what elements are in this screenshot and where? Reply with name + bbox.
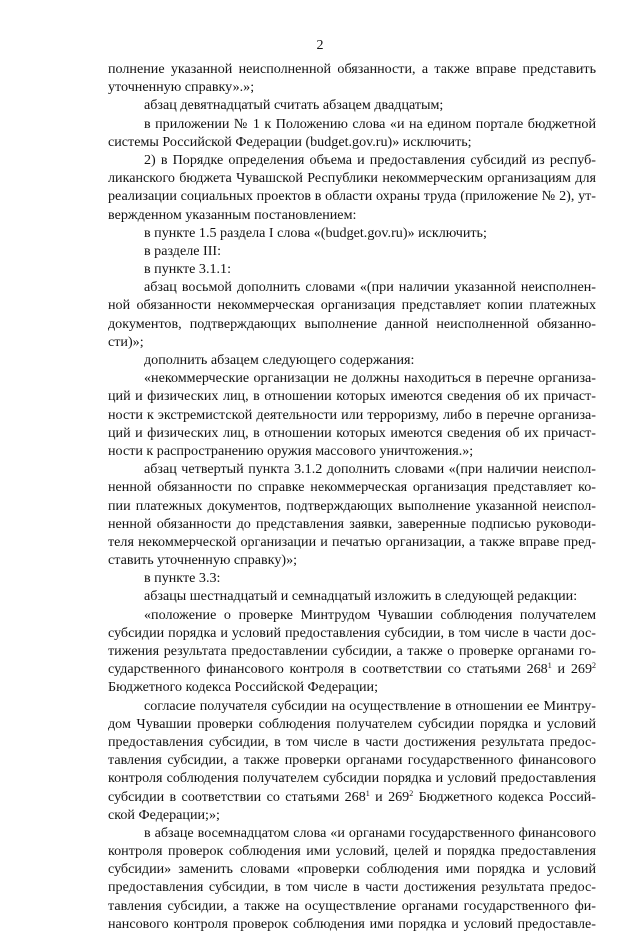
text-line: Бюджетного кодекса Российской Федерации; xyxy=(108,679,378,696)
text-line: предоставления субсидии, в том числе в части достижения результата предос- xyxy=(108,733,596,750)
text-line: абзацы шестнадцатый и семнадцатый изложить в следующей редакции: xyxy=(144,588,578,605)
text-line: субсидии» заменить словами «проверки соблюдения ими порядка и условий xyxy=(108,861,596,878)
text-line: субсидии порядка и условий предоставления субсидии, в том числе в части дос- xyxy=(108,624,596,641)
text-line: в абзаце восемнадцатом слова «и органами государственного финансового xyxy=(144,824,596,841)
text-line: предоставления субсидии, в том числе в части достижения результата предос- xyxy=(108,879,596,896)
text-line: уточненную справку».»; xyxy=(108,79,255,96)
text-line: субсидии в соответствии со статьями $268^1$ и $269^2$ Бюджетного кодекса Россий- xyxy=(108,788,597,805)
text-line: абзац девятнадцатый считать абзацем двадцатым; xyxy=(144,97,444,114)
text-line: ности к экстремистской деятельности или терроризму, либо в перечне организа- xyxy=(108,406,596,423)
text-line: документов, подтверждающих выполнение данной неисполненной обязанно- xyxy=(108,315,596,332)
text-line: в разделе III: xyxy=(144,242,222,259)
text-line: тавления субсидии, а также на осуществление органами государственного фи- xyxy=(108,897,596,914)
text-line: «положение о проверке Минтрудом Чувашии соблюдения получателем xyxy=(144,606,596,623)
text-line: ций и физических лиц, в отношении которых имеются сведения об их причаст- xyxy=(108,388,596,405)
text-line: 2) в Порядке определения объема и предоставления субсидий из респуб- xyxy=(144,151,596,168)
text-line: согласие получателя субсидии на осуществление в отношении ее Минтру- xyxy=(144,697,596,714)
text-line: дом Чувашии проверки соблюдения получателем субсидии порядка и условий xyxy=(108,715,596,732)
text-line: реализации социальных проектов в области охраны труда (приложение № 2), ут- xyxy=(108,188,596,205)
document-body xyxy=(108,60,596,933)
text-line: полнение указанной неисполненной обязанности, а также вправе представить xyxy=(108,61,596,77)
text-line: тавления субсидии, а также проверки органами государственного финансового xyxy=(108,752,596,769)
text-line: контроля проверок соблюдения ими условий, целей и порядка предоставления xyxy=(108,843,596,860)
text-line: контроля соблюдения получателем субсидии порядка и условий предоставления xyxy=(108,770,596,787)
text-line: ской Федерации;»; xyxy=(108,806,220,823)
text-line: в приложении № 1 к Положению слова «и на едином портале бюджетной xyxy=(144,115,596,132)
text-line: сударственного финансового контроля в соответствии со статьями $268^1$ и $269^2$ xyxy=(108,661,596,678)
text-line: ций и физических лиц, в отношении которых имеются сведения об их причаст- xyxy=(108,424,596,441)
text-line: ликанского бюджета Чувашской Республики некоммерческим организациям для xyxy=(108,170,596,187)
text-line: нансового контроля проверок соблюдения ими порядка и условий предоставле- xyxy=(108,915,596,932)
text-line: теля некоммерческой организации и печатью организации, а также вправе пред- xyxy=(108,533,596,550)
text-line: абзац четвертый пункта 3.1.2 дополнить словами «(при наличии неиспол- xyxy=(144,461,596,478)
text-line: ности к распространению оружия массового уничтожения.»; xyxy=(108,442,474,459)
text-line: «некоммерческие организации не должны находиться в перечне организа- xyxy=(144,370,596,387)
text-line: пии платежных документов, подтверждающих выполнение указанной неиспол- xyxy=(108,497,596,514)
text-line: системы Российской Федерации (budget.gov.ru)» исключить; xyxy=(108,133,472,150)
text-line: в пункте 3.3: xyxy=(144,570,221,587)
text-line: ненной обязанности по справке некоммерческая организация представляет ко- xyxy=(108,479,596,496)
text-line: ной обязанности некоммерческая организация представляет копии платежных xyxy=(108,297,596,314)
text-line: абзац восьмой дополнить словами «(при наличии указанной неисполнен- xyxy=(144,279,596,296)
text-line: ненной обязанности до представления заявки, заверенные подписью руководи- xyxy=(108,515,596,532)
text-line: дополнить абзацем следующего содержания: xyxy=(144,352,415,368)
text-line: тижения результата предоставлении субсидии, а также о проверке органами го- xyxy=(108,643,596,659)
text-line: сти)»; xyxy=(108,333,144,350)
text-line: вержденном указанным постановлением: xyxy=(108,206,357,223)
text-line: ставить уточненную справку)»; xyxy=(108,552,298,569)
text-line: в пункте 1.5 раздела I слова «(budget.gov.ru)» исключить; xyxy=(144,224,487,241)
text-line: в пункте 3.1.1: xyxy=(144,261,232,278)
page-number: 2 xyxy=(316,38,324,53)
